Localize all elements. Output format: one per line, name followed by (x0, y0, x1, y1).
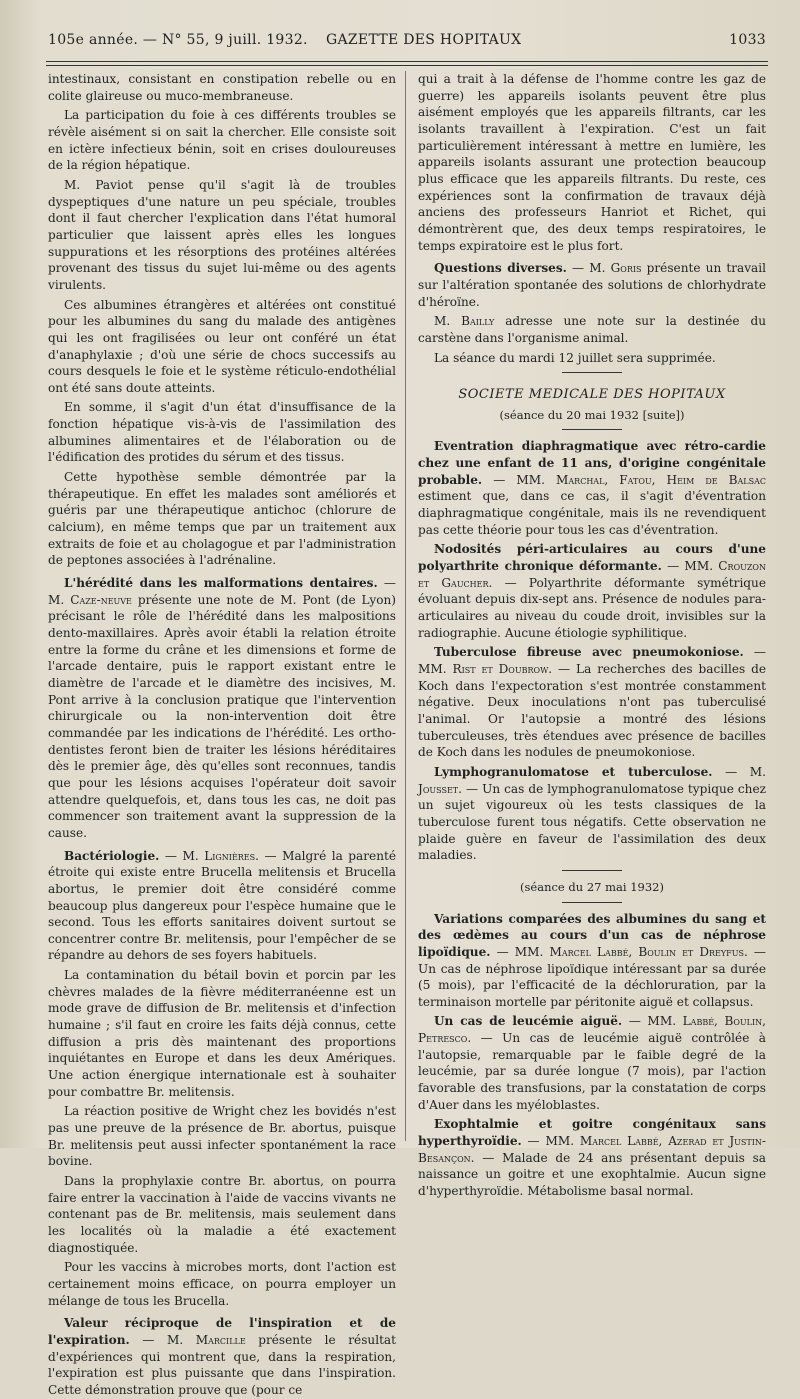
left-column (48, 71, 397, 1397)
communication (418, 764, 766, 864)
paragraph: La séance du mardi 12 juillet sera supprimée. (434, 350, 716, 365)
communication (418, 911, 766, 1011)
dash: — M. (566, 261, 611, 276)
communication-text: . — Malade de 24 ans présentant depuis sa naissance un goitre et une exophtalmie. Aucun signe d'hyperthyroïdie. Métabolisme basal normal. (418, 1150, 766, 1199)
seance-date: (séance du 27 mai 1932) (520, 879, 664, 894)
dash: — MM. (661, 559, 719, 574)
dash: — MM. (622, 1014, 683, 1029)
seance-date: (séance du 20 mai 1932 [suite]) (499, 407, 685, 422)
communication-title: Eventration diaphragmatique avec rétro-cardie chez une enfant de 11 ans, d'origine congénitale probable. (418, 439, 766, 487)
section-divider (562, 372, 622, 373)
paragraph (418, 313, 766, 346)
section-text: présente le résultat d'expériences qui montrent que, dans la respiration, l'expiration est plus puissante que dans l'inspiration. Cette démonstration prouve que (pour ce (48, 1332, 396, 1397)
header-rule-double (46, 65, 768, 66)
communication (418, 1116, 766, 1199)
paragraph: qui a trait à la défense de l'homme contre les gaz de guerre) les appareils isolants peuvent être plus aisément employés que les appareils filtrants, car les isolants travaillent à l'expiration. C'est un fait particulièrement intéressant à mettre en lumière, les appareils isolants assurant une protection beaucoup plus efficace que les appareils filtrants. Du reste, ces expériences sont la confirmation de travaux déjà anciens des professeurs Hanriot et Richet, qui démontrèrent que, des deux temps respiratoires, le temps expiratoire est le plus fort. (418, 72, 766, 253)
author: Marcille (195, 1332, 246, 1347)
section-bacteriologie (48, 848, 396, 965)
paragraph-text: adresse une note sur la destinée du carstène dans l'organisme animal. (418, 314, 766, 345)
author: Bailly (461, 314, 495, 329)
dash: — M. (712, 764, 766, 779)
section-title: Questions diverses. (434, 261, 567, 276)
dash: — MM. (521, 1134, 580, 1149)
communication-title: Un cas de leucémie aiguë. (434, 1014, 623, 1029)
authors: Crouzon et Gaucher (418, 559, 766, 590)
authors: Marchal, Fatou, Heim de Balsac (556, 472, 766, 487)
communication-text: . — Polyarthrite déformante symétrique évoluant depuis dix-sept ans. Présence de nodules para-articulaires au niveau du coude droit, invisibles sur la radiographie. Aucune étiologie syphilitique. (418, 575, 766, 640)
author: Lignières (204, 848, 256, 863)
paragraph: La réaction positive de Wright chez les bovidés n'est pas une preuve de la présence de Br. abortus, puisque Br. melitensis peut aussi infecter spontanément la race bovine. (48, 1104, 396, 1169)
communication-text: estiment que, dans ce cas, il s'agit d'éventration diaphragmatique congénitale, mais ils ne revendiquent pas cette théorie pour tous les cas d'éventration. (418, 489, 766, 537)
section-divider (562, 902, 622, 903)
dash: — M. (48, 576, 396, 607)
section-divider (562, 870, 622, 871)
communication-text: . — Un cas de leucémie aiguë contrôlée à l'autopsie, remarquable par le faible degré de la leucémie, par sa durée longue (7 mois), par l'action favorable des transfusions, par la constatation de corps d'Auer dans les myéloblastes. (418, 1031, 766, 1112)
section-heredite (48, 575, 396, 842)
column-separator (405, 71, 406, 1141)
paragraph: La participation du foie à ces différents troubles se révèle aisément si on sait la chercher. Elle consiste soit en ictère infectieux bénin, soit en crises douloureuses de la région hépatique. (48, 108, 396, 173)
paragraph: Cette hypothèse semble démontrée par la thérapeutique. En effet les malades sont améliorés et guéris par une thérapeutique antichoc (chlorure de calcium), en même temps que par un traitement aux extraits de foie et au cholagogue et par l'administration de peptones associées à l'adrénaline. (48, 470, 396, 568)
issue-info: 105e année. — N° 55, 9 juill. 1932. (48, 32, 308, 48)
society-title: SOCIETE MEDICALE DES HOPITAUX (458, 387, 726, 403)
page-number: 1033 (729, 32, 766, 48)
communication (418, 438, 766, 538)
communication (418, 644, 766, 761)
communication-text: . — La recherches des bacilles de Koch dans l'expectoration s'est montrée constamment négative. Deux inoculations n'ont pas tuberculisé l'animal. Or l'autopsie a montré des lésions tuberculeuses, très étendues avec présence de bacilles de Koch dans les nodules de pneumokoniose. (418, 662, 766, 760)
authors: Jousset (418, 781, 459, 796)
section-text: présente un travail sur l'altération spontanée des solutions de chlorhydrate d'héroïne. (418, 261, 767, 309)
section-divider (562, 429, 622, 430)
authors: Marcel Labbé, Azerad et Justin-Besançon (418, 1134, 766, 1165)
section-questions (418, 260, 766, 310)
page-header (48, 32, 766, 56)
authors: Marcel Labbé, Boulin et Dreyfus (549, 944, 744, 959)
section-title: L'hérédité dans les malformations dentaires. (64, 576, 378, 591)
communication (418, 1013, 766, 1113)
dash: — MM. (482, 472, 557, 487)
author: Goris (610, 261, 642, 276)
authors: Labbé, Boulin, Petresco (418, 1014, 766, 1046)
author: Caze-neuve (70, 592, 132, 607)
dash: — M. (129, 1332, 196, 1347)
dash: — MM. (418, 645, 766, 676)
section-title: Valeur réciproque de l'inspiration et de l'expiration. (48, 1316, 396, 1347)
communication-title: Variations comparées des albumines du sang et des œdèmes au cours d'un cas de néphrose lipoïdique. (418, 911, 766, 959)
header-rule (46, 61, 768, 62)
paragraph: La contamination du bétail bovin et porcin par les chèvres malades de la fièvre méditerranéenne est un mode grave de diffusion de Br. melitensis et d'infection humaine ; s'il faut en croire les faits déjà connus, cette diffusion a pris dès maintenant des proportions inquiétantes en Europe et dans les deux Amériques. Une action énergique internationale est à souhaiter pour combattre Br. melitensis. (48, 968, 396, 1099)
section-text: présente une note de M. Pont (de Lyon) précisant le rôle de l'hérédité dans les malpositions dento-maxillaires. Après avoir établi la relation étroite entre la forme du crâne et les dimensions et forme de l'arcade dentaire, puis le rapport existant entre le diamètre de l'arcade et le diamètre des incisives, M. Pont arrive à la conclusion pratique que l'intervention chirurgicale ou la non-intervention doit être commandée par les indications de l'hérédité. Les ortho-dentistes feront bien de traiter les lésions héréditaires dès le premier âge, dès qu'elles sont reconnues, tandis que pour les lésions acquises l'opérateur doit savoir attendre quelquefois, et, dans tous les cas, ne doit pas commencer son traitement avant la suppression de la cause. (48, 592, 396, 840)
section-respiration (48, 1315, 396, 1398)
communication-text: . — Un cas de néphrose lipoïdique intéressant par sa durée (5 mois), par l'efficacité de la déchloruration, par la terminaison mortelle par péritonite aiguë et collapsus. (418, 944, 766, 1009)
dash: — M. (159, 848, 205, 863)
communication (418, 541, 766, 641)
communication-title: Exophtalmie et goitre congénitaux sans hyperthyroïdie. (418, 1117, 766, 1149)
right-column (418, 71, 767, 1199)
paragraph: intestinaux, consistant en constipation rebelle ou en colite glaireuse ou muco-membraneuse. (48, 72, 396, 103)
dash: — MM. (490, 944, 550, 959)
paragraph: Pour les vaccins à microbes morts, dont l'action est certainement moins efficace, on pourra employer un mélange de tous les Brucella. (48, 1260, 396, 1308)
communication-title: Tuberculose fibreuse avec pneumokoniose. (434, 645, 744, 660)
communication-title: Lymphogranulomatose et tuberculose. (434, 764, 713, 779)
section-text: . — Malgré la parenté étroite qui existe entre Brucella melitensis et Brucella abortus, le premier doit être considéré comme beaucoup plus dangereux pour l'espèce humaine que le second. Tous les efforts sanitaires doivent surtout se concentrer contre Br. melitensis, pour l'empêcher de se répandre au dehors de ses foyers habituels. (48, 848, 397, 963)
authors: Rist et Doubrow (452, 662, 549, 676)
paragraph: En somme, il s'agit d'un état d'insuffisance de la fonction hépatique vis-à-vis de l'assimilation des albumines alimentaires et de l'élaboration ou de l'édification des protides du sérum et des tissus. (48, 400, 396, 465)
communication-text: . — Un cas de lymphogranulomatose typique chez un sujet vigoureux où les tests classiques de la tuberculose furent tous négatifs. Cette observation ne plaide guère en faveur de l'assimilation des deux maladies. (418, 781, 766, 863)
prefix: M. (434, 314, 462, 329)
journal-title: GAZETTE DES HOPITAUX (326, 32, 522, 48)
section-title: Bactériologie. (64, 848, 160, 863)
paragraph: M. Paviot pense qu'il s'agit là de troubles dyspeptiques d'une nature un peu spéciale, troubles dont il faut chercher l'explication dans l'état humoral particulier que laissent après elles les longues suppurations et les résorptions des protéines altérées provenant des tissus du sujet lui-même ou des agents virulents. (48, 177, 396, 292)
paragraph: Dans la prophylaxie contre Br. abortus, on pourra faire entrer la vaccination à l'aide de vaccins vivants ne contenant pas de Br. melitensis, mais seulement dans les localités où la maladie a été exactement diagnostiquée. (48, 1174, 396, 1255)
communication-title: Nodosités péri-articulaires au cours d'une polyarthrite chronique déformante. (418, 542, 766, 574)
paragraph: Ces albumines étrangères et altérées ont constitué pour les albumines du sang du malade des antigènes qui les ont fragilisées ou leur ont conféré un état d'anaphylaxie ; d'où une série de chocs successifs au cours desquels le foie et le système réticulo-endothélial ont été sans doute atteints. (48, 297, 396, 395)
